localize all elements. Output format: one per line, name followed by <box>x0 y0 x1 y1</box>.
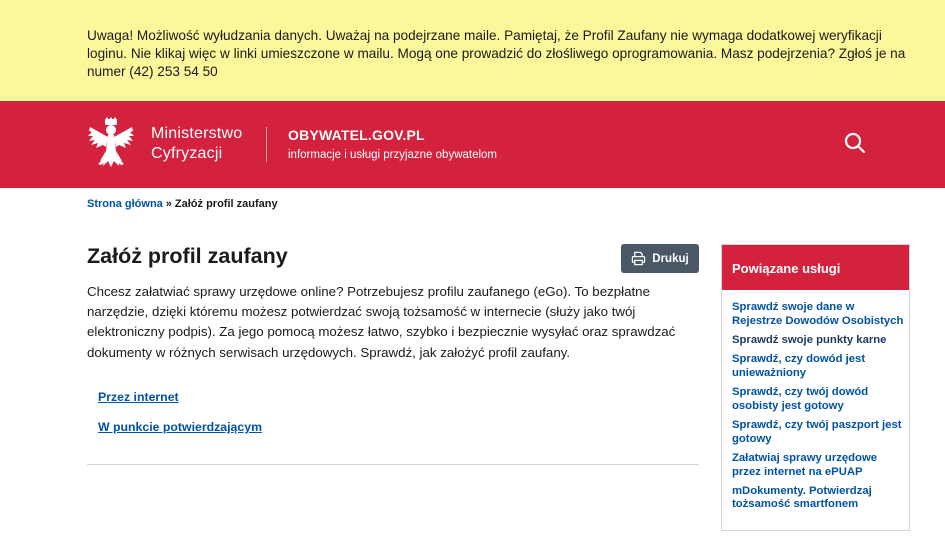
ministry-name[interactable] <box>151 124 242 164</box>
print-button-label: Drukuj <box>652 252 689 265</box>
related-service-link[interactable]: Sprawdź, czy twój paszport jest gotowy <box>732 418 902 445</box>
page-title: Załóż profil zaufany <box>87 244 288 268</box>
phishing-alert-banner <box>0 0 945 101</box>
site-tagline: informacje i usługi przyjazne obywatelom <box>288 149 498 161</box>
breadcrumb-current: Załóż profil zaufany <box>174 198 278 210</box>
related-service-link[interactable]: Sprawdź, czy dowód jest unieważniony <box>732 353 866 379</box>
search-icon[interactable] <box>843 131 867 155</box>
ministry-name-line2: Cyfryzacji <box>151 145 223 162</box>
alert-text: Uwaga! Możliwość wyłudzania danych. Uważaj na podejrzane maile. Pamiętaj, że Profil Zaufany nie wymaga dodatkowej weryfikacji loginu. Nie klikaj więc w linki umieszczone w mailu. Mogą one prowadzić do złośliwego oprogramowania. Masz podejrzenia? Zgłoś je na numer (42) 253 54 50 <box>87 28 906 79</box>
related-services-title: Powiązane usługi <box>722 245 909 290</box>
print-button[interactable] <box>621 244 699 273</box>
breadcrumb-home-link[interactable]: Strona główna <box>87 198 163 210</box>
related-service-link[interactable]: Sprawdź swoje punkty karne <box>732 333 887 346</box>
white-eagle-emblem-icon[interactable] <box>86 117 136 171</box>
related-service-link[interactable]: Załatwiaj sprawy urzędowe przez internet na ePUAP <box>732 451 878 478</box>
site-name-link[interactable]: OBYWATEL.GOV.PL <box>288 127 425 143</box>
content-divider <box>87 464 699 465</box>
related-service-link[interactable]: mDokumenty. Potwierdzaj tożsamość smartfonem <box>732 484 872 511</box>
breadcrumb <box>87 198 278 210</box>
related-service-link[interactable]: Sprawdź swoje dane w Rejestrze Dowodów Osobistych <box>732 301 904 327</box>
site-header <box>0 101 945 188</box>
related-service-link[interactable]: Sprawdź, czy twój dowód osobisty jest gotowy <box>732 386 869 412</box>
intro-paragraph: Chcesz załatwiać sprawy urzędowe online? Potrzebujesz profilu zaufanego (eGo). To bezpłatne narzędzie, dzięki któremu możesz potwierdzać swoją tożsamość w internecie (służy jako twój elektroniczny podpis). Za jego pomocą możesz łatwo, szybko i bezpiecznie wysyłać oraz sprawdzać dokumenty w różnych serwisach urzędowych. Sprawdź, jak założyć profil zaufany. <box>87 284 676 360</box>
related-services-panel <box>721 244 910 531</box>
option-online-link[interactable]: Przez internet <box>98 390 179 404</box>
header-divider <box>266 127 267 162</box>
printer-icon <box>631 251 646 266</box>
related-services-list <box>732 301 904 518</box>
option-in-person-link[interactable]: W punkcie potwierdzającym <box>98 420 262 434</box>
breadcrumb-separator: » <box>165 198 172 210</box>
ministry-name-line1: Ministerstwo <box>151 125 243 142</box>
